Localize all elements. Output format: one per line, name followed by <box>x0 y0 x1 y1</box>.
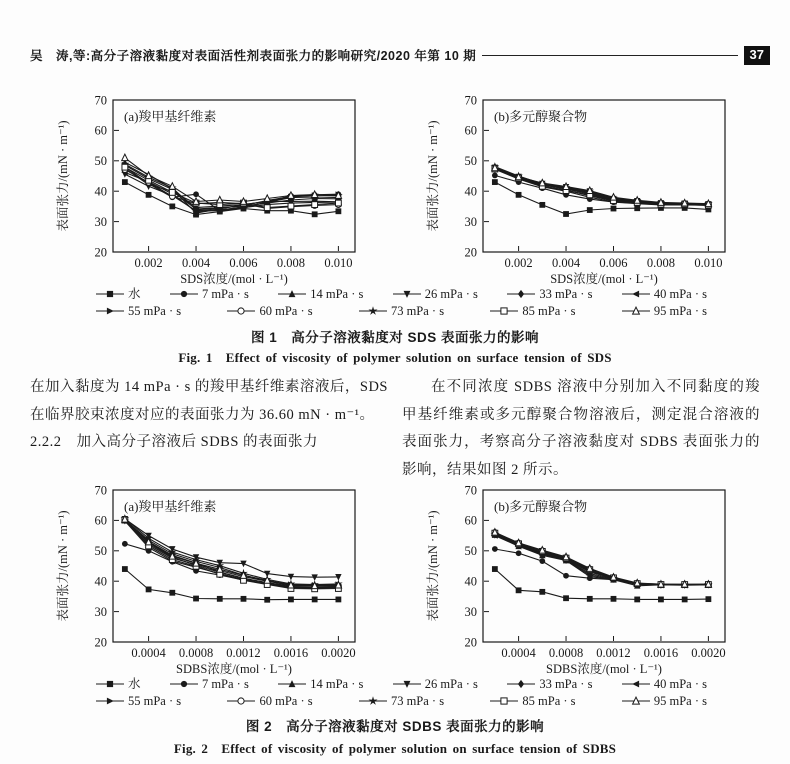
legend-item <box>169 287 249 301</box>
y-tick-label: 60 <box>94 123 107 138</box>
x-tick-label: 0.010 <box>324 256 353 270</box>
y-tick-label: 40 <box>464 574 477 589</box>
square-marker <box>264 597 270 603</box>
legend-label: 40 mPa · s <box>653 287 707 301</box>
figure1-chart-a <box>25 86 390 288</box>
y-tick-label: 70 <box>464 93 477 108</box>
y-tick-label: 20 <box>464 635 477 650</box>
page-header <box>30 46 770 65</box>
triangle-left-icon <box>621 678 651 690</box>
square-marker <box>335 208 341 214</box>
x-tick-label: 0.008 <box>276 256 306 270</box>
panel-label: (a)羧甲基纤维素 <box>124 109 217 124</box>
legend-item <box>358 304 444 318</box>
y-axis-title: 表面张力/(mN · m⁻¹) <box>426 510 440 622</box>
legend-label: 60 mPa · s <box>259 304 313 318</box>
square-open-marker <box>288 203 294 209</box>
y-tick-label: 60 <box>464 513 477 528</box>
triangle-open-marker <box>169 183 175 190</box>
y-tick-label: 40 <box>94 184 107 199</box>
square-marker <box>516 587 522 593</box>
figure1-chart-b <box>395 86 760 288</box>
panel-label: (b)多元醇聚合物 <box>494 499 588 514</box>
legend-item <box>489 304 575 318</box>
y-tick-label: 50 <box>94 544 107 559</box>
triangle-up-icon <box>277 288 307 300</box>
page-number-badge: 37 <box>744 46 770 65</box>
diamond-icon <box>506 288 536 300</box>
x-tick-label: 0.0020 <box>321 646 356 660</box>
legend-row <box>95 287 707 301</box>
figure2-legend <box>95 677 707 708</box>
fig2a-canvas <box>25 476 390 678</box>
x-tick-label: 0.0008 <box>548 646 584 660</box>
panel-label: (a)羧甲基纤维素 <box>124 499 217 514</box>
triangle-left-marker <box>632 291 639 298</box>
triangle-open-icon <box>621 695 651 707</box>
series-line <box>125 158 339 202</box>
square-marker <box>122 179 128 185</box>
x-tick-label: 0.008 <box>646 256 676 270</box>
legend-label: 7 mPa · s <box>201 287 249 301</box>
square-open-marker <box>335 200 341 206</box>
legend-item <box>621 287 707 301</box>
legend-item <box>95 677 141 691</box>
series-line <box>495 169 709 205</box>
legend-label: 14 mPa · s <box>310 287 364 301</box>
circle-marker <box>181 291 187 297</box>
y-tick-label: 70 <box>94 483 107 498</box>
legend-label: 60 mPa · s <box>259 694 313 708</box>
legend-label: 14 mPa · s <box>310 677 364 691</box>
panel-label: (b)多元醇聚合物 <box>494 109 588 124</box>
y-tick-label: 60 <box>94 513 107 528</box>
y-tick-label: 40 <box>94 574 107 589</box>
x-tick-label: 0.0012 <box>596 646 631 660</box>
diamond-icon <box>506 678 536 690</box>
x-tick-label: 0.010 <box>694 256 723 270</box>
square-open-marker <box>264 205 270 211</box>
legend-label: 85 mPa · s <box>522 304 576 318</box>
x-axis-title: SDS浓度/(mol · L⁻¹) <box>550 272 658 286</box>
x-tick-label: 0.004 <box>181 256 211 270</box>
square-marker <box>241 596 247 602</box>
circle-marker <box>563 573 569 579</box>
y-tick-label: 50 <box>94 154 107 169</box>
diamond-marker <box>518 680 524 688</box>
square-marker <box>611 596 617 602</box>
square-marker <box>539 589 545 595</box>
legend-label: 55 mPa · s <box>128 694 182 708</box>
x-axis-title: SDS浓度/(mol · L⁻¹) <box>180 272 288 286</box>
triangle-right-icon <box>95 305 125 317</box>
square-marker <box>217 596 223 602</box>
x-tick-label: 0.0016 <box>643 646 679 660</box>
square-marker <box>516 192 522 198</box>
legend-item <box>95 694 181 708</box>
x-tick-label: 0.002 <box>134 256 163 270</box>
legend-label: 73 mPa · s <box>390 304 445 318</box>
legend-item <box>226 304 312 318</box>
circle-marker <box>181 681 187 687</box>
legend-row <box>95 677 707 691</box>
square-marker <box>539 202 545 208</box>
y-tick-label: 50 <box>464 544 477 559</box>
figure1-caption-en: Fig. 1 Effect of viscosity of polymer solution on surface tension of SDS <box>178 350 612 365</box>
legend-label: 85 mPa · s <box>522 694 576 708</box>
legend-item <box>277 287 363 301</box>
triangle-down-icon <box>392 678 422 690</box>
triangle-open-icon <box>621 305 651 317</box>
circle-open-icon <box>226 305 256 317</box>
triangle-right-marker <box>107 308 114 315</box>
legend-row <box>95 304 707 318</box>
y-axis-title: 表面张力/(mN · m⁻¹) <box>56 120 70 232</box>
square-marker <box>312 597 318 603</box>
y-tick-label: 20 <box>464 245 477 260</box>
x-tick-label: 0.0012 <box>226 646 261 660</box>
star-icon <box>358 695 388 707</box>
square-marker <box>682 597 688 603</box>
legend-item <box>169 677 249 691</box>
square-open-marker <box>122 164 128 170</box>
square-marker <box>312 211 318 217</box>
series-line <box>495 535 709 586</box>
square-open-icon <box>489 695 519 707</box>
legend-item <box>277 677 363 691</box>
y-tick-label: 70 <box>464 483 477 498</box>
legend-label: 26 mPa · s <box>424 287 478 301</box>
square-icon <box>95 288 125 300</box>
x-tick-label: 0.006 <box>599 256 628 270</box>
legend-label: 95 mPa · s <box>653 304 707 318</box>
square-marker <box>492 179 498 185</box>
legend-label: 40 mPa · s <box>653 677 707 691</box>
x-tick-label: 0.006 <box>229 256 258 270</box>
y-tick-label: 30 <box>94 604 107 619</box>
body-column-left <box>30 374 388 457</box>
x-tick-label: 0.0008 <box>178 646 214 660</box>
square-marker <box>587 596 593 602</box>
legend-label: 水 <box>128 677 141 691</box>
legend-item <box>621 304 707 318</box>
y-tick-label: 60 <box>464 123 477 138</box>
legend-label: 7 mPa · s <box>201 677 249 691</box>
triangle-right-icon <box>95 695 125 707</box>
square-marker <box>193 596 199 602</box>
diamond-marker <box>518 290 524 298</box>
x-axis-title: SDBS浓度/(mol · L⁻¹) <box>176 662 292 676</box>
legend-row <box>95 694 707 708</box>
triangle-down-icon <box>392 288 422 300</box>
legend-label: 55 mPa · s <box>128 304 182 318</box>
triangle-up-icon <box>277 678 307 690</box>
triangle-left-icon <box>621 288 651 300</box>
series-line <box>495 549 709 585</box>
square-marker <box>107 681 113 687</box>
legend-item <box>226 694 312 708</box>
fig1a-canvas <box>25 86 390 288</box>
square-marker <box>146 192 152 198</box>
square-marker <box>169 204 175 210</box>
x-tick-label: 0.0004 <box>501 646 536 660</box>
body-paragraph: 在不同浓度 SDBS 溶液中分别加入不同黏度的羧甲基纤维素或多元醇聚合物溶液后，测定混合溶液的表面张力，考察高分子溶液黏度对 SDBS 表面张力的影响，结果如图 2 所示。 <box>402 379 760 478</box>
circle-marker <box>492 172 498 178</box>
legend-item <box>95 287 141 301</box>
legend-label: 水 <box>128 287 141 301</box>
legend-item <box>621 694 707 708</box>
y-tick-label: 20 <box>94 245 107 260</box>
legend-item <box>506 287 592 301</box>
circle-marker <box>539 558 545 564</box>
legend-item <box>95 304 181 318</box>
square-open-marker <box>501 698 507 704</box>
x-tick-label: 0.002 <box>504 256 533 270</box>
header-rule <box>482 55 737 56</box>
square-open-icon <box>489 305 519 317</box>
square-marker <box>146 587 152 593</box>
square-icon <box>95 678 125 690</box>
circle-marker <box>122 541 128 547</box>
triangle-left-marker <box>632 681 639 688</box>
triangle-open-marker <box>122 154 128 161</box>
square-marker <box>169 590 175 596</box>
figure2-chart-b <box>395 476 760 678</box>
circle-open-marker <box>238 308 244 314</box>
x-tick-label: 0.004 <box>551 256 581 270</box>
circle-open-marker <box>238 698 244 704</box>
square-open-marker <box>169 190 175 196</box>
square-marker <box>634 597 640 603</box>
square-marker <box>492 566 498 572</box>
square-marker <box>563 211 569 217</box>
x-tick-label: 0.0004 <box>131 646 166 660</box>
square-marker <box>107 291 113 297</box>
square-open-marker <box>501 308 507 314</box>
legend-label: 33 mPa · s <box>539 287 593 301</box>
circle-open-icon <box>226 695 256 707</box>
square-marker <box>288 597 294 603</box>
series-line <box>495 169 709 205</box>
series-line <box>495 536 709 586</box>
y-tick-label: 30 <box>464 604 477 619</box>
legend-label: 73 mPa · s <box>390 694 445 708</box>
figure2-caption-zh: 图 2 高分子溶液黏度对 SDBS 表面张力的影响 <box>245 719 545 734</box>
square-marker <box>587 207 593 213</box>
x-tick-label: 0.0020 <box>691 646 726 660</box>
y-tick-label: 50 <box>464 154 477 169</box>
legend-item <box>489 694 575 708</box>
triangle-right-marker <box>107 698 114 705</box>
y-tick-label: 20 <box>94 635 107 650</box>
square-open-marker <box>312 202 318 208</box>
y-tick-label: 30 <box>464 214 477 229</box>
x-tick-label: 0.0016 <box>273 646 309 660</box>
legend-item <box>506 677 592 691</box>
square-marker <box>611 206 617 212</box>
y-axis-title: 表面张力/(mN · m⁻¹) <box>426 120 440 232</box>
circle-marker <box>492 546 498 552</box>
fig1b-canvas <box>395 86 760 288</box>
legend-item <box>392 677 478 691</box>
x-axis-title: SDBS浓度/(mol · L⁻¹) <box>546 662 662 676</box>
star-icon <box>358 305 388 317</box>
square-marker <box>335 597 341 603</box>
body-column-right <box>402 374 760 484</box>
y-tick-label: 30 <box>94 214 107 229</box>
legend-item <box>392 287 478 301</box>
figure1-caption-zh: 图 1 高分子溶液黏度对 SDS 表面张力的影响 <box>250 330 540 345</box>
circle-icon <box>169 288 199 300</box>
square-marker <box>658 597 664 603</box>
y-axis-title: 表面张力/(mN · m⁻¹) <box>56 510 70 622</box>
legend-item <box>621 677 707 691</box>
y-tick-label: 40 <box>464 184 477 199</box>
figure1-legend <box>95 287 707 318</box>
fig2b-canvas <box>395 476 760 678</box>
circle-icon <box>169 678 199 690</box>
y-tick-label: 70 <box>94 93 107 108</box>
square-marker <box>122 566 128 572</box>
legend-item <box>358 694 444 708</box>
circle-marker <box>516 550 522 556</box>
legend-label: 33 mPa · s <box>539 677 593 691</box>
figure2-caption-en: Fig. 2 Effect of viscosity of polymer solution on surface tension of SDBS <box>173 741 617 756</box>
circle-marker <box>193 191 199 197</box>
square-marker <box>705 596 711 602</box>
section-heading: 2.2.2 加入高分子溶液后 SDBS 的表面张力 <box>30 434 319 451</box>
legend-label: 26 mPa · s <box>424 677 478 691</box>
legend-label: 95 mPa · s <box>653 694 707 708</box>
square-marker <box>563 595 569 601</box>
figure2-chart-a <box>25 476 390 678</box>
running-title: 吴 涛,等:高分子溶液黏度对表面活性剂表面张力的影响研究/2020 年第 10 期 <box>30 49 477 64</box>
body-paragraph: 在加入黏度为 14 mPa · s 的羧甲基纤维素溶液后，SDS 在临界胶束浓度对应的表面张力为 36.60 mN · m⁻¹。 <box>30 379 388 423</box>
